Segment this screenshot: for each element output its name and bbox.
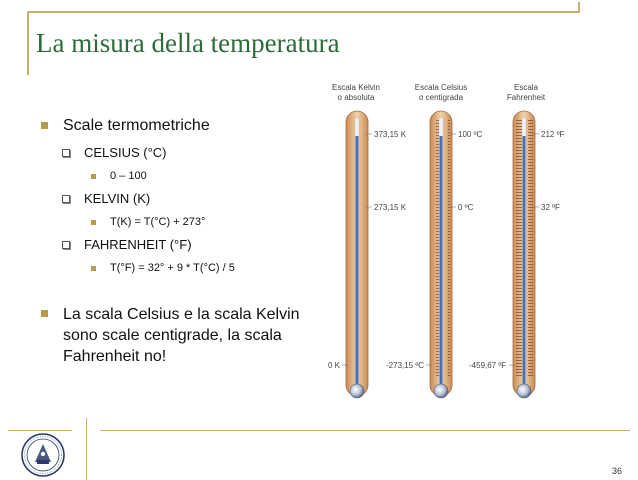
frame-bottom-vertical-line bbox=[86, 418, 87, 480]
temperature-label: 32 ºF bbox=[541, 203, 560, 212]
bullet-item bbox=[38, 214, 308, 230]
thermometer-caption: Fahrenheit bbox=[506, 93, 546, 102]
bullet-text: T(K) = T(°C) + 273° bbox=[110, 216, 206, 228]
thermometer-kelvin bbox=[328, 83, 407, 398]
frame-left-line bbox=[27, 11, 29, 75]
bullet-text: 0 – 100 bbox=[110, 170, 147, 182]
frame-top-line bbox=[27, 11, 580, 13]
thermometer-fahrenheit bbox=[469, 83, 564, 398]
temperature-label: -273,15 ºC bbox=[386, 361, 425, 370]
bullet-item bbox=[38, 260, 308, 276]
bullet-text: CELSIUS (°C) bbox=[84, 145, 167, 160]
bullet-item bbox=[38, 236, 308, 254]
university-seal-icon bbox=[18, 432, 68, 478]
bullet-text: FAHRENHEIT (°F) bbox=[84, 237, 192, 252]
checkbox-bullet-icon bbox=[62, 195, 70, 203]
temperature-label: 212 ºF bbox=[541, 130, 565, 139]
thermometer-caption: Escala Kelvin bbox=[331, 83, 381, 92]
bullet-list bbox=[38, 116, 308, 367]
temperature-label: 273,15 K bbox=[374, 203, 407, 212]
temperature-label: -459,67 ºF bbox=[469, 361, 507, 370]
square-bullet-icon bbox=[91, 220, 96, 225]
thermometer-caption: o centigrada bbox=[418, 93, 464, 102]
bullet-item bbox=[38, 190, 308, 208]
temperature-label: 0 ºC bbox=[458, 203, 474, 212]
square-bullet-icon bbox=[41, 310, 48, 317]
temperature-label: 0 K bbox=[328, 361, 341, 370]
bullet-item bbox=[38, 144, 308, 162]
square-bullet-icon bbox=[91, 174, 96, 179]
frame-corner-line bbox=[578, 2, 580, 13]
thermometers-figure bbox=[316, 78, 606, 408]
square-bullet-icon bbox=[41, 122, 48, 129]
checkbox-bullet-icon bbox=[62, 149, 70, 157]
bullet-text: T(°F) = 32° + 9 * T(°C) / 5 bbox=[110, 262, 235, 274]
bullet-text: Scale termometriche bbox=[63, 117, 210, 134]
bullet-item bbox=[38, 116, 308, 136]
thermometer-caption: Escala bbox=[513, 83, 539, 92]
bullet-text: La scala Celsius e la scala Kelvin sono scale centigrade, la scala Fahrenheit no! bbox=[63, 306, 300, 365]
thermometer-caption: Escala Celsius bbox=[414, 83, 468, 92]
slide-title: La misura della temperatura bbox=[36, 28, 340, 58]
bullet-text: KELVIN (K) bbox=[84, 191, 151, 206]
page-number: 36 bbox=[612, 466, 623, 476]
frame-bottom-line bbox=[100, 430, 630, 431]
frame-bottom-left-line bbox=[8, 430, 72, 431]
square-bullet-icon bbox=[91, 266, 96, 271]
temperature-label: 373,15 K bbox=[374, 130, 407, 139]
thermometer-caption: o absoluta bbox=[337, 93, 375, 102]
bullet-item bbox=[38, 168, 308, 184]
checkbox-bullet-icon bbox=[62, 241, 70, 249]
temperature-label: 100 ºC bbox=[458, 130, 483, 139]
bullet-item bbox=[38, 304, 313, 367]
